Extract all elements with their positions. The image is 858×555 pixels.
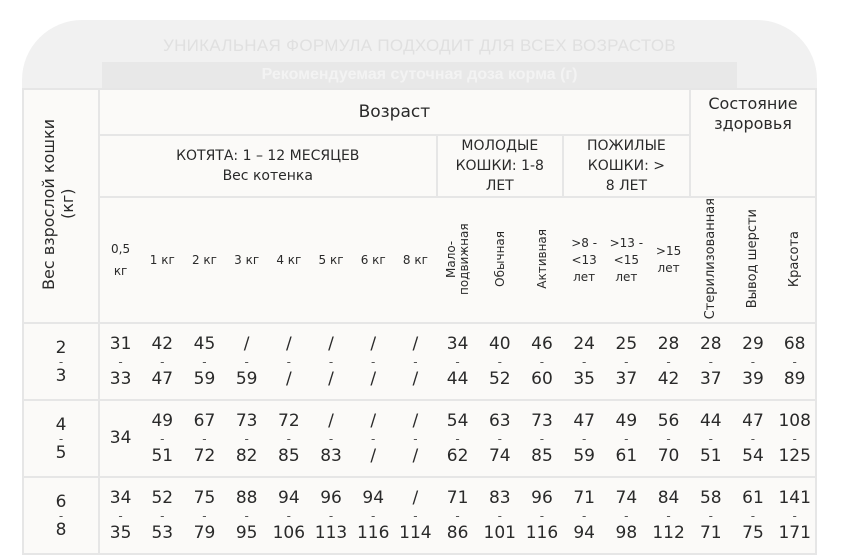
kitten-weight-col: 0,5 кг [99, 197, 141, 323]
dose-min: 96 [531, 487, 553, 508]
dose-max: 39 [742, 368, 764, 389]
range-dash: - [708, 508, 713, 523]
dose-min: 71 [573, 487, 595, 508]
range-dash: - [202, 354, 207, 369]
dose-min: 96 [320, 487, 342, 508]
dose-cell [352, 400, 394, 477]
range-dash: - [58, 508, 64, 523]
dose-max: 44 [446, 368, 469, 389]
activity-col [437, 197, 479, 323]
dose-cell [647, 323, 689, 400]
range-dash: - [413, 431, 418, 446]
dose-cell [647, 477, 689, 554]
range-dash: - [202, 431, 207, 446]
kittens-title: КОТЯТА: 1 – 12 МЕСЯЦЕВ [176, 148, 360, 164]
range-dash: - [666, 354, 671, 369]
table-row [23, 323, 816, 400]
banner [22, 20, 817, 92]
dose-max: 37 [699, 368, 722, 389]
senior-age-col: >8 - <13 лет [563, 197, 605, 323]
range-dash: - [750, 508, 756, 523]
dose-max: 70 [657, 445, 680, 466]
dose-cell [310, 477, 352, 554]
dose-min: / [412, 410, 419, 431]
weight-min: 4 [55, 414, 67, 435]
range-dash: - [286, 431, 292, 446]
dose-cell [647, 400, 689, 477]
health-col-label: Стерилизованная [703, 198, 719, 320]
senior-age-col: >15 лет [647, 197, 689, 323]
weight-max: 5 [55, 442, 67, 463]
dose-min: 74 [615, 487, 638, 508]
dose-min: 49 [615, 410, 638, 431]
kitten-weight-col: 6 кг [352, 197, 394, 323]
dose-min: 28 [657, 333, 680, 354]
dose-cell [141, 477, 183, 554]
weight-min: 2 [55, 337, 67, 358]
dose-min: 68 [783, 333, 806, 354]
range-dash: - [286, 508, 292, 523]
dose-max: 114 [399, 522, 432, 543]
dose-max: 83 [320, 445, 342, 466]
dose-max: 71 [699, 522, 722, 543]
range-dash: - [286, 354, 292, 369]
dose-max: 35 [573, 368, 595, 389]
cat-weight [23, 323, 99, 400]
dose-cell [394, 323, 436, 400]
weight-max: 8 [55, 519, 67, 540]
dose-max: 112 [652, 522, 685, 543]
dose-min: / [328, 333, 334, 354]
dose-min: 40 [488, 333, 511, 354]
range-dash: - [624, 431, 629, 446]
dose-cell [268, 323, 310, 400]
activity-col [479, 197, 521, 323]
dose-cell [521, 323, 563, 400]
dose-cell [774, 477, 816, 554]
dose-max: 116 [525, 522, 559, 543]
dose-max: 101 [483, 522, 516, 543]
dose-max: 54 [742, 445, 764, 466]
banner-subtitle: Рекомендуемая суточная доза корма (г) [102, 62, 737, 88]
range-dash: - [371, 431, 376, 446]
kitten-weight-col: 3 кг [226, 197, 268, 323]
activity-col-label: Мало-подвижная [443, 222, 471, 295]
range-dash: - [160, 508, 165, 523]
table-row [23, 477, 816, 554]
dose-max: 89 [783, 368, 806, 389]
range-dash: - [581, 431, 587, 446]
range-dash: - [413, 508, 418, 523]
dose-min: 28 [699, 333, 722, 354]
dose-min: 47 [742, 410, 764, 431]
dose-cell [394, 400, 436, 477]
dose-min: 88 [235, 487, 258, 508]
range-dash: - [202, 508, 207, 523]
dose-cell [690, 323, 732, 400]
range-dash: - [539, 431, 545, 446]
range-dash: - [624, 354, 629, 369]
dose-min: 52 [151, 487, 174, 508]
dose-cell [141, 323, 183, 400]
dose-min: / [370, 333, 377, 354]
range-dash: - [581, 354, 587, 369]
dose-min: 44 [699, 410, 722, 431]
activity-col-label: Активная [534, 228, 549, 289]
range-dash: - [455, 431, 460, 446]
dose-max: / [328, 368, 334, 389]
dose-min: 25 [615, 333, 638, 354]
dose-max: 82 [235, 445, 258, 466]
range-dash: - [371, 354, 376, 369]
dose-max: 62 [446, 445, 469, 466]
dose-cell [183, 323, 225, 400]
dose-min: 24 [573, 333, 595, 354]
dose-cell [99, 400, 141, 477]
dose-cell [394, 477, 436, 554]
range-dash: - [328, 508, 334, 523]
dose-min: 141 [778, 487, 811, 508]
dose-cell [605, 400, 647, 477]
dose-max: 51 [151, 445, 174, 466]
dose-cell [437, 323, 479, 400]
dose-cell [774, 400, 816, 477]
dose-max: 37 [615, 368, 638, 389]
dose-value: 34 [109, 428, 132, 449]
kitten-weight-col: 1 кг [141, 197, 183, 323]
cat-weight [23, 400, 99, 477]
dose-min: 61 [742, 487, 764, 508]
dose-cell [99, 323, 141, 400]
dose-max: 125 [778, 445, 811, 466]
dose-max: / [412, 445, 419, 466]
dose-cell [226, 323, 268, 400]
dose-min: 45 [193, 333, 216, 354]
dose-min: 75 [193, 487, 216, 508]
dose-cell [352, 477, 394, 554]
dose-max: 79 [193, 522, 216, 543]
dose-cell [352, 323, 394, 400]
kitten-weight-col: 5 кг [310, 197, 352, 323]
dose-cell [563, 400, 605, 477]
dose-cell [437, 400, 479, 477]
kitten-weight-col: 4 кг [268, 197, 310, 323]
dose-max: 51 [699, 445, 722, 466]
dose-min: 46 [531, 333, 553, 354]
dose-min: 54 [446, 410, 469, 431]
dose-cell [141, 400, 183, 477]
kittens-header [99, 135, 437, 197]
range-dash: - [497, 354, 502, 369]
dose-min: 31 [109, 333, 132, 354]
range-dash: - [455, 508, 460, 523]
dose-min: 58 [699, 487, 722, 508]
dose-cell [268, 477, 310, 554]
dose-min: 94 [278, 487, 300, 508]
range-dash: - [58, 354, 64, 369]
dose-min: 47 [573, 410, 595, 431]
range-dash: - [328, 354, 334, 369]
dose-max: 75 [742, 522, 764, 543]
dose-cell [183, 400, 225, 477]
range-dash: - [160, 354, 165, 369]
range-dash: - [539, 508, 545, 523]
dose-max: 60 [531, 368, 553, 389]
health-header: Состояние здоровья [690, 89, 817, 197]
senior-age-col: >13 - <15 лет [605, 197, 647, 323]
range-dash: - [244, 508, 249, 523]
weight-header-label: Вес взрослой кошки (кг) [39, 118, 77, 290]
dose-max: / [370, 445, 377, 466]
range-dash: - [497, 508, 502, 523]
dose-cell [605, 477, 647, 554]
dose-cell [563, 323, 605, 400]
dose-max: 98 [615, 522, 638, 543]
dose-max: 42 [657, 368, 680, 389]
range-dash: - [792, 431, 797, 446]
range-dash: - [708, 431, 713, 446]
banner-title: УНИКАЛЬНАЯ ФОРМУЛА ПОДХОДИТ ДЛЯ ВСЕХ ВОЗРАСТОВ [162, 36, 677, 55]
dose-max: 86 [446, 522, 469, 543]
range-dash: - [118, 354, 123, 369]
dose-max: 72 [193, 445, 216, 466]
health-col-label: Вывод шерсти [745, 209, 761, 309]
range-dash: - [792, 354, 797, 369]
range-dash: - [750, 431, 756, 446]
range-dash: - [244, 354, 249, 369]
health-col [774, 197, 816, 323]
dose-min: 63 [488, 410, 511, 431]
dose-cell [732, 400, 774, 477]
range-dash: - [244, 431, 249, 446]
kitten-weight-col: 8 кг [394, 197, 436, 323]
dose-min: 56 [657, 410, 680, 431]
dose-max: 95 [235, 522, 258, 543]
dose-min: / [285, 333, 292, 354]
activity-col [521, 197, 563, 323]
dose-max: 94 [573, 522, 595, 543]
dose-min: 29 [742, 333, 764, 354]
dose-min: 73 [531, 410, 553, 431]
dose-cell [226, 400, 268, 477]
dose-min: 94 [362, 487, 385, 508]
health-col [732, 197, 774, 323]
dose-max: 171 [778, 522, 811, 543]
weight-header [23, 89, 99, 323]
dose-min: 71 [446, 487, 469, 508]
young-header: МОЛОДЫЕ КОШКИ: 1-8 ЛЕТ [437, 135, 564, 197]
dose-min: / [243, 333, 250, 354]
dose-max: 35 [109, 522, 132, 543]
kittens-subtitle: Вес котенка [222, 168, 313, 184]
dose-cell [310, 323, 352, 400]
range-dash: - [118, 508, 123, 523]
range-dash: - [455, 354, 460, 369]
dose-cell [521, 400, 563, 477]
range-dash: - [371, 508, 376, 523]
age-header: Возраст [99, 89, 690, 135]
dose-max: 113 [314, 522, 348, 543]
activity-col-label: Обычная [492, 230, 507, 287]
dose-max: 47 [151, 368, 174, 389]
dose-cell [690, 400, 732, 477]
range-dash: - [666, 431, 671, 446]
dose-min: 73 [235, 410, 258, 431]
range-dash: - [497, 431, 502, 446]
dose-cell [732, 323, 774, 400]
dose-min: / [412, 333, 419, 354]
range-dash: - [581, 508, 587, 523]
dose-max: / [370, 368, 377, 389]
dose-min: / [328, 410, 334, 431]
dose-cell [226, 477, 268, 554]
dose-min: 84 [657, 487, 680, 508]
range-dash: - [666, 508, 671, 523]
dose-cell [437, 477, 479, 554]
dose-max: 59 [193, 368, 216, 389]
dose-max: 85 [531, 445, 553, 466]
dose-min: / [370, 410, 377, 431]
dose-cell [479, 323, 521, 400]
weight-min: 6 [55, 491, 67, 512]
dose-cell [310, 400, 352, 477]
range-dash: - [624, 508, 629, 523]
dose-min: 72 [278, 410, 300, 431]
dose-cell [605, 323, 647, 400]
dose-cell [521, 477, 563, 554]
range-dash: - [539, 354, 545, 369]
senior-header: ПОЖИЛЫЕ КОШКИ: > 8 ЛЕТ [563, 135, 690, 197]
weight-max: 3 [55, 365, 67, 386]
feeding-table [22, 88, 817, 555]
range-dash: - [792, 508, 797, 523]
range-dash: - [160, 431, 165, 446]
dose-min: 108 [778, 410, 811, 431]
range-dash: - [413, 354, 418, 369]
dose-min: / [412, 487, 419, 508]
dose-max: 61 [615, 445, 638, 466]
dose-max: 52 [488, 368, 511, 389]
dose-cell [690, 477, 732, 554]
dose-cell [268, 400, 310, 477]
dose-cell [183, 477, 225, 554]
range-dash: - [750, 354, 756, 369]
dose-max: 85 [278, 445, 300, 466]
range-dash: - [328, 431, 334, 446]
dose-max: 59 [235, 368, 258, 389]
dose-cell [99, 477, 141, 554]
range-dash: - [58, 431, 64, 446]
dose-cell [732, 477, 774, 554]
range-dash: - [708, 354, 713, 369]
dose-max: / [285, 368, 292, 389]
dose-min: 67 [193, 410, 216, 431]
dose-max: 74 [488, 445, 511, 466]
dose-min: 34 [446, 333, 469, 354]
cat-weight [23, 477, 99, 554]
dose-min: 49 [151, 410, 174, 431]
dose-max: / [412, 368, 419, 389]
dose-max: 106 [272, 522, 306, 543]
dose-max: 33 [109, 368, 132, 389]
dose-cell [479, 477, 521, 554]
kitten-weight-col: 2 кг [183, 197, 225, 323]
dose-min: 83 [488, 487, 511, 508]
dose-cell [774, 323, 816, 400]
dose-min: 34 [109, 487, 132, 508]
dose-max: 116 [356, 522, 390, 543]
health-col-label: Красота [787, 230, 803, 287]
dose-cell [563, 477, 605, 554]
health-col [690, 197, 732, 323]
table-row [23, 400, 816, 477]
dose-max: 53 [151, 522, 174, 543]
dose-min: 42 [151, 333, 174, 354]
dose-cell [479, 400, 521, 477]
dose-max: 59 [573, 445, 595, 466]
